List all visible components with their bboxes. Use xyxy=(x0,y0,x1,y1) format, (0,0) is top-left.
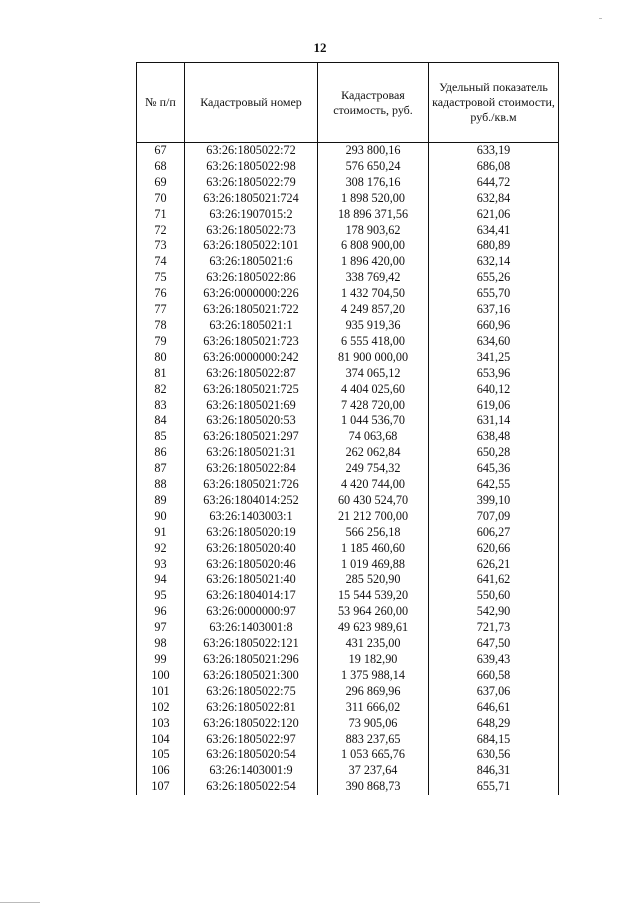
row-num: 88 xyxy=(137,477,185,493)
page-number: 12 xyxy=(313,40,327,55)
row-cadastral-value: 4 404 025,60 xyxy=(318,382,429,398)
table-row xyxy=(137,382,559,398)
row-specific-indicator: 644,72 xyxy=(429,175,559,191)
row-specific-indicator: 846,31 xyxy=(429,763,559,779)
table-row xyxy=(137,509,559,525)
row-cadastral-value: 338 769,42 xyxy=(318,270,429,286)
row-num: 102 xyxy=(137,700,185,716)
row-cadastral-value: 1 432 704,50 xyxy=(318,286,429,302)
row-specific-indicator: 640,12 xyxy=(429,382,559,398)
row-cadastral-number: 63:26:1804014:252 xyxy=(185,493,318,509)
row-cadastral-number: 63:26:1805021:724 xyxy=(185,191,318,207)
row-num: 70 xyxy=(137,191,185,207)
row-cadastral-number: 63:26:1805022:97 xyxy=(185,732,318,748)
row-cadastral-number: 63:26:1805022:98 xyxy=(185,159,318,175)
row-specific-indicator: 542,90 xyxy=(429,604,559,620)
row-cadastral-value: 18 896 371,56 xyxy=(318,207,429,223)
row-specific-indicator: 660,58 xyxy=(429,668,559,684)
row-cadastral-number: 63:26:1805022:86 xyxy=(185,270,318,286)
row-cadastral-value: 81 900 000,00 xyxy=(318,350,429,366)
row-specific-indicator: 634,60 xyxy=(429,334,559,350)
row-cadastral-value: 21 212 700,00 xyxy=(318,509,429,525)
row-num: 81 xyxy=(137,366,185,382)
table-row xyxy=(137,366,559,382)
header-num: № п/п xyxy=(137,63,185,143)
row-cadastral-value: 1 019 469,88 xyxy=(318,557,429,573)
table-row xyxy=(137,254,559,270)
row-specific-indicator: 619,06 xyxy=(429,398,559,414)
row-cadastral-number: 63:26:1403003:1 xyxy=(185,509,318,525)
row-num: 104 xyxy=(137,732,185,748)
row-num: 71 xyxy=(137,207,185,223)
table-row xyxy=(137,541,559,557)
row-num: 78 xyxy=(137,318,185,334)
row-specific-indicator: 633,19 xyxy=(429,143,559,159)
row-cadastral-value: 374 065,12 xyxy=(318,366,429,382)
row-cadastral-value: 74 063,68 xyxy=(318,429,429,445)
row-cadastral-value: 285 520,90 xyxy=(318,572,429,588)
row-specific-indicator: 647,50 xyxy=(429,636,559,652)
row-num: 87 xyxy=(137,461,185,477)
row-cadastral-number: 63:26:1805021:726 xyxy=(185,477,318,493)
table-row xyxy=(137,143,559,159)
row-specific-indicator: 650,28 xyxy=(429,445,559,461)
row-cadastral-number: 63:26:1805021:40 xyxy=(185,572,318,588)
row-cadastral-value: 178 903,62 xyxy=(318,223,429,239)
row-specific-indicator: 606,27 xyxy=(429,525,559,541)
row-cadastral-number: 63:26:1403001:9 xyxy=(185,763,318,779)
row-cadastral-value: 293 800,16 xyxy=(318,143,429,159)
row-num: 79 xyxy=(137,334,185,350)
table-row xyxy=(137,525,559,541)
cadastral-table xyxy=(136,62,559,795)
row-num: 72 xyxy=(137,223,185,239)
row-cadastral-value: 296 869,96 xyxy=(318,684,429,700)
table-row xyxy=(137,477,559,493)
row-specific-indicator: 638,48 xyxy=(429,429,559,445)
table-row xyxy=(137,302,559,318)
row-cadastral-value: 1 898 520,00 xyxy=(318,191,429,207)
row-num: 106 xyxy=(137,763,185,779)
row-num: 83 xyxy=(137,398,185,414)
row-specific-indicator: 655,70 xyxy=(429,286,559,302)
row-cadastral-value: 883 237,65 xyxy=(318,732,429,748)
row-specific-indicator: 641,62 xyxy=(429,572,559,588)
row-cadastral-number: 63:26:0000000:226 xyxy=(185,286,318,302)
table-row xyxy=(137,350,559,366)
row-cadastral-number: 63:26:1805020:46 xyxy=(185,557,318,573)
table-row xyxy=(137,159,559,175)
row-cadastral-number: 63:26:1804014:17 xyxy=(185,588,318,604)
table-row xyxy=(137,286,559,302)
row-num: 69 xyxy=(137,175,185,191)
row-specific-indicator: 341,25 xyxy=(429,350,559,366)
row-specific-indicator: 655,71 xyxy=(429,779,559,795)
row-specific-indicator: 621,06 xyxy=(429,207,559,223)
row-num: 68 xyxy=(137,159,185,175)
row-cadastral-number: 63:26:1805022:54 xyxy=(185,779,318,795)
row-specific-indicator: 645,36 xyxy=(429,461,559,477)
row-cadastral-value: 19 182,90 xyxy=(318,652,429,668)
row-cadastral-number: 63:26:1805022:75 xyxy=(185,684,318,700)
row-cadastral-number: 63:26:1805022:81 xyxy=(185,700,318,716)
row-cadastral-number: 63:26:1805021:297 xyxy=(185,429,318,445)
row-cadastral-number: 63:26:1805021:722 xyxy=(185,302,318,318)
row-cadastral-number: 63:26:1805022:73 xyxy=(185,223,318,239)
table-row xyxy=(137,668,559,684)
row-cadastral-value: 6 808 900,00 xyxy=(318,238,429,254)
table-row xyxy=(137,732,559,748)
row-specific-indicator: 655,26 xyxy=(429,270,559,286)
row-cadastral-number: 63:26:1805021:300 xyxy=(185,668,318,684)
row-specific-indicator: 634,41 xyxy=(429,223,559,239)
row-specific-indicator: 660,96 xyxy=(429,318,559,334)
row-specific-indicator: 707,09 xyxy=(429,509,559,525)
row-cadastral-value: 53 964 260,00 xyxy=(318,604,429,620)
row-cadastral-value: 37 237,64 xyxy=(318,763,429,779)
row-cadastral-value: 390 868,73 xyxy=(318,779,429,795)
row-num: 107 xyxy=(137,779,185,795)
row-specific-indicator: 680,89 xyxy=(429,238,559,254)
row-num: 77 xyxy=(137,302,185,318)
row-cadastral-value: 1 375 988,14 xyxy=(318,668,429,684)
row-cadastral-value: 60 430 524,70 xyxy=(318,493,429,509)
table-row xyxy=(137,429,559,445)
row-num: 84 xyxy=(137,413,185,429)
table-row xyxy=(137,652,559,668)
row-num: 100 xyxy=(137,668,185,684)
table-row xyxy=(137,779,559,795)
table-row xyxy=(137,461,559,477)
row-cadastral-number: 63:26:1805022:120 xyxy=(185,716,318,732)
row-cadastral-number: 63:26:1805021:69 xyxy=(185,398,318,414)
row-num: 76 xyxy=(137,286,185,302)
header-cadastral-value: Кадастровая стоимость, руб. xyxy=(318,63,429,143)
row-cadastral-value: 7 428 720,00 xyxy=(318,398,429,414)
row-specific-indicator: 632,14 xyxy=(429,254,559,270)
row-num: 82 xyxy=(137,382,185,398)
row-num: 90 xyxy=(137,509,185,525)
row-cadastral-number: 63:26:0000000:97 xyxy=(185,604,318,620)
table-row xyxy=(137,318,559,334)
row-cadastral-number: 63:26:1805021:725 xyxy=(185,382,318,398)
row-num: 89 xyxy=(137,493,185,509)
row-cadastral-number: 63:26:1805021:1 xyxy=(185,318,318,334)
row-specific-indicator: 642,55 xyxy=(429,477,559,493)
row-cadastral-value: 576 650,24 xyxy=(318,159,429,175)
row-cadastral-value: 262 062,84 xyxy=(318,445,429,461)
row-specific-indicator: 626,21 xyxy=(429,557,559,573)
table-row xyxy=(137,238,559,254)
row-specific-indicator: 686,08 xyxy=(429,159,559,175)
table-row xyxy=(137,620,559,636)
row-cadastral-number: 63:26:1805021:31 xyxy=(185,445,318,461)
table-row xyxy=(137,572,559,588)
table-row xyxy=(137,493,559,509)
table-row xyxy=(137,270,559,286)
table-row xyxy=(137,557,559,573)
row-cadastral-value: 6 555 418,00 xyxy=(318,334,429,350)
row-num: 91 xyxy=(137,525,185,541)
row-specific-indicator: 637,06 xyxy=(429,684,559,700)
table-row xyxy=(137,334,559,350)
row-num: 105 xyxy=(137,747,185,763)
table-row xyxy=(137,588,559,604)
row-cadastral-value: 1 044 536,70 xyxy=(318,413,429,429)
row-num: 80 xyxy=(137,350,185,366)
row-specific-indicator: 637,16 xyxy=(429,302,559,318)
row-cadastral-number: 63:26:1805021:296 xyxy=(185,652,318,668)
table-row xyxy=(137,747,559,763)
row-num: 67 xyxy=(137,143,185,159)
row-num: 86 xyxy=(137,445,185,461)
table-row xyxy=(137,700,559,716)
row-cadastral-number: 63:26:1805021:723 xyxy=(185,334,318,350)
row-specific-indicator: 631,14 xyxy=(429,413,559,429)
row-cadastral-number: 63:26:1907015:2 xyxy=(185,207,318,223)
row-num: 92 xyxy=(137,541,185,557)
row-cadastral-value: 311 666,02 xyxy=(318,700,429,716)
table-row xyxy=(137,445,559,461)
row-num: 74 xyxy=(137,254,185,270)
table-row xyxy=(137,191,559,207)
row-specific-indicator: 653,96 xyxy=(429,366,559,382)
table-row xyxy=(137,223,559,239)
row-cadastral-value: 1 185 460,60 xyxy=(318,541,429,557)
row-num: 99 xyxy=(137,652,185,668)
row-cadastral-number: 63:26:1805020:53 xyxy=(185,413,318,429)
row-cadastral-number: 63:26:0000000:242 xyxy=(185,350,318,366)
row-num: 93 xyxy=(137,557,185,573)
table-row xyxy=(137,684,559,700)
row-cadastral-value: 431 235,00 xyxy=(318,636,429,652)
row-specific-indicator: 646,61 xyxy=(429,700,559,716)
row-cadastral-number: 63:26:1805022:101 xyxy=(185,238,318,254)
row-cadastral-value: 73 905,06 xyxy=(318,716,429,732)
row-num: 98 xyxy=(137,636,185,652)
row-specific-indicator: 632,84 xyxy=(429,191,559,207)
table-row xyxy=(137,175,559,191)
row-cadastral-number: 63:26:1805022:121 xyxy=(185,636,318,652)
header-specific-indicator: Удельный показатель кадастровой стоимости, руб./кв.м xyxy=(429,63,559,143)
row-num: 96 xyxy=(137,604,185,620)
row-num: 85 xyxy=(137,429,185,445)
row-cadastral-number: 63:26:1805020:19 xyxy=(185,525,318,541)
row-cadastral-value: 308 176,16 xyxy=(318,175,429,191)
table-header xyxy=(137,63,559,143)
row-cadastral-value: 566 256,18 xyxy=(318,525,429,541)
row-cadastral-value: 15 544 539,20 xyxy=(318,588,429,604)
row-num: 75 xyxy=(137,270,185,286)
row-num: 95 xyxy=(137,588,185,604)
row-cadastral-value: 1 896 420,00 xyxy=(318,254,429,270)
row-num: 94 xyxy=(137,572,185,588)
row-specific-indicator: 620,66 xyxy=(429,541,559,557)
table-row xyxy=(137,763,559,779)
row-specific-indicator: 550,60 xyxy=(429,588,559,604)
table-row xyxy=(137,207,559,223)
row-specific-indicator: 648,29 xyxy=(429,716,559,732)
table-row xyxy=(137,604,559,620)
row-cadastral-number: 63:26:1805022:84 xyxy=(185,461,318,477)
row-num: 101 xyxy=(137,684,185,700)
row-cadastral-value: 935 919,36 xyxy=(318,318,429,334)
row-cadastral-number: 63:26:1805021:6 xyxy=(185,254,318,270)
row-cadastral-value: 249 754,32 xyxy=(318,461,429,477)
table-body xyxy=(137,143,559,796)
row-cadastral-value: 1 053 665,76 xyxy=(318,747,429,763)
row-num: 103 xyxy=(137,716,185,732)
row-specific-indicator: 721,73 xyxy=(429,620,559,636)
table-row xyxy=(137,398,559,414)
row-cadastral-number: 63:26:1805020:54 xyxy=(185,747,318,763)
row-specific-indicator: 639,43 xyxy=(429,652,559,668)
row-cadastral-number: 63:26:1805022:79 xyxy=(185,175,318,191)
row-cadastral-number: 63:26:1403001:8 xyxy=(185,620,318,636)
header-cadastral-number: Кадастровый номер xyxy=(185,63,318,143)
row-num: 73 xyxy=(137,238,185,254)
row-specific-indicator: 630,56 xyxy=(429,747,559,763)
row-cadastral-number: 63:26:1805020:40 xyxy=(185,541,318,557)
scan-edge xyxy=(0,902,40,903)
row-specific-indicator: 684,15 xyxy=(429,732,559,748)
row-cadastral-value: 4 249 857,20 xyxy=(318,302,429,318)
table-row xyxy=(137,413,559,429)
row-cadastral-number: 63:26:1805022:87 xyxy=(185,366,318,382)
scan-mark xyxy=(599,18,602,19)
row-specific-indicator: 399,10 xyxy=(429,493,559,509)
row-num: 97 xyxy=(137,620,185,636)
row-cadastral-value: 49 623 989,61 xyxy=(318,620,429,636)
row-cadastral-number: 63:26:1805022:72 xyxy=(185,143,318,159)
table-row xyxy=(137,716,559,732)
row-cadastral-value: 4 420 744,00 xyxy=(318,477,429,493)
table-row xyxy=(137,636,559,652)
